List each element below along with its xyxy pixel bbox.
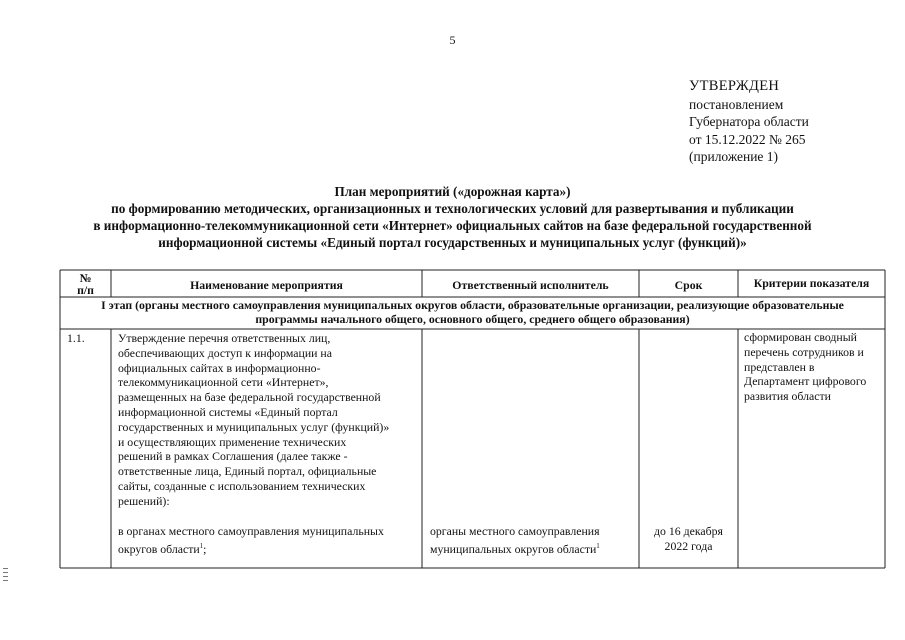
title-line: План мероприятий («дорожная карта») xyxy=(334,184,571,199)
description-line: и осуществляющих применение технических xyxy=(118,434,347,449)
title-line: информационной системы «Единый портал государственных и муниципальных услуг (функций)» xyxy=(158,235,747,250)
deadline-line: до 16 декабря xyxy=(654,524,723,538)
margin-tick xyxy=(3,580,8,581)
approval-line: Губернатора области xyxy=(689,114,809,129)
description-line: информационной системы «Единый портал xyxy=(118,404,338,419)
description-line: ответственные лица, Единый портал, официальные xyxy=(118,464,377,479)
margin-tick xyxy=(3,572,8,573)
page-number: 5 xyxy=(449,33,456,47)
description-line: обеспечивающих доступ к информации на xyxy=(118,345,332,360)
description-line: официальных сайтах в информационно- xyxy=(118,360,321,375)
header-executor: Ответственный исполнитель xyxy=(452,278,609,292)
description-line: сайты, созданные с использованием технических xyxy=(118,478,366,493)
stage-1-line: программы начального общего, основного общего, среднего общего образования) xyxy=(255,312,690,326)
row-number: 1.1. xyxy=(67,331,85,345)
approval-stamp xyxy=(689,78,809,166)
approval-line: от 15.12.2022 № 265 xyxy=(689,131,806,147)
executor-line xyxy=(430,539,635,557)
title-line: по формированию методических, организационных и технологических условий для развертывания и публикации xyxy=(111,201,794,216)
header-criteria: Критерии показателя xyxy=(753,276,870,290)
header-event-name: Наименование мероприятия xyxy=(190,278,343,292)
header-number-symbol: № xyxy=(79,271,92,285)
subrow-text: округов области xyxy=(118,541,200,556)
approval-line: постановлением xyxy=(689,96,784,112)
description-line: решений в рамках Соглашения (далее также - xyxy=(118,449,348,464)
criteria-line: сформирован сводный xyxy=(744,330,857,344)
footnote-mark: 1 xyxy=(199,541,204,550)
header-deadline: Срок xyxy=(674,278,703,292)
subrow-line: в органах местного самоуправления муниципальных xyxy=(118,524,384,538)
criteria-line: Департамент цифрового xyxy=(744,374,867,389)
scan-margin-marks xyxy=(3,568,9,584)
header-number xyxy=(60,272,111,296)
executor-line: органы местного самоуправления xyxy=(430,524,600,538)
description-line: Утверждение перечня ответственных лиц, xyxy=(118,331,331,345)
margin-tick xyxy=(3,568,8,569)
criteria-line: развития области xyxy=(744,389,831,404)
subrow-executor xyxy=(430,524,635,557)
approval-line: (приложение 1) xyxy=(689,149,779,164)
description-line: решений): xyxy=(118,493,170,508)
executor-text: муниципальных округов области xyxy=(430,541,597,556)
description-line: размещенных на базе федеральной государственной xyxy=(118,390,381,405)
footnote-mark: 1 xyxy=(596,541,600,550)
document-title xyxy=(40,183,865,251)
subrow-line xyxy=(118,539,418,557)
criteria-line: представлен в xyxy=(744,359,815,374)
row-event-description xyxy=(118,331,418,509)
row-criteria xyxy=(744,330,884,404)
deadline-line: 2022 года xyxy=(664,538,713,553)
subrow-deadline xyxy=(639,524,738,554)
approval-heading: УТВЕРЖДЕН xyxy=(689,78,780,94)
criteria-line: перечень сотрудников и xyxy=(744,344,864,359)
margin-tick xyxy=(3,576,8,577)
stage-1-line: I этап (органы местного самоуправления муниципальных округов области, образовательные организации, реализующие образовательные xyxy=(101,298,844,312)
description-line: государственных и муниципальных услуг (функций)» xyxy=(118,419,390,434)
header-number-label: п/п xyxy=(77,283,94,297)
stage-1-row xyxy=(60,298,885,326)
subrow-event-description xyxy=(118,524,418,557)
title-line: в информационно-телекоммуникационной сети «Интернет» официальных сайтов на базе федеральной государственной xyxy=(93,218,812,233)
description-line: телекоммуникационной сети «Интернет», xyxy=(118,375,329,390)
subrow-text-tail: ; xyxy=(203,541,207,556)
